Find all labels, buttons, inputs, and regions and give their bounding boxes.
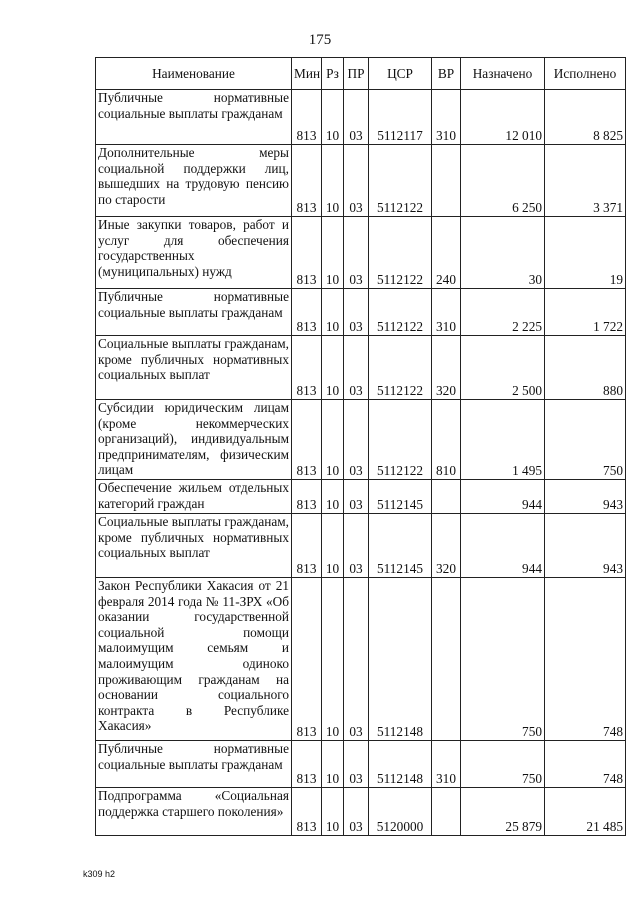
cell-min: 813: [292, 514, 322, 578]
table-row: [96, 289, 626, 336]
cell-name: Социальные выплаты гражданам, кроме публичных нормативных социальных выплат: [96, 514, 292, 578]
cell-min: 813: [292, 336, 322, 400]
cell-name: Публичные нормативные социальные выплаты гражданам: [96, 289, 292, 336]
header-pr: ПР: [344, 58, 369, 90]
cell-min: 813: [292, 217, 322, 289]
cell-rz: 10: [322, 578, 344, 741]
cell-assigned: 2 500: [461, 336, 545, 400]
cell-rz: 10: [322, 145, 344, 217]
header-min: Мин: [292, 58, 322, 90]
cell-vr: 310: [432, 90, 461, 145]
cell-vr: 310: [432, 741, 461, 788]
cell-rz: 10: [322, 514, 344, 578]
cell-executed: 748: [545, 578, 626, 741]
cell-min: 813: [292, 741, 322, 788]
table-row: [96, 400, 626, 480]
cell-vr: 310: [432, 289, 461, 336]
cell-vr: [432, 788, 461, 836]
cell-min: 813: [292, 145, 322, 217]
cell-pr: 03: [344, 578, 369, 741]
cell-csr: 5112148: [369, 578, 432, 741]
cell-csr: 5112145: [369, 480, 432, 514]
cell-name: Субсидии юридическим лицам (кроме некоммерческих организаций), индивидуальным предпринимателям, физическим лицам: [96, 400, 292, 480]
table-body: [96, 90, 626, 836]
header-executed: Исполнено: [545, 58, 626, 90]
cell-vr: 320: [432, 336, 461, 400]
table-header-row: [96, 58, 626, 90]
cell-assigned: 2 225: [461, 289, 545, 336]
cell-assigned: 750: [461, 578, 545, 741]
cell-pr: 03: [344, 145, 369, 217]
cell-pr: 03: [344, 336, 369, 400]
cell-name: Обеспечение жильем отдельных категорий граждан: [96, 480, 292, 514]
cell-vr: 240: [432, 217, 461, 289]
cell-assigned: 1 495: [461, 400, 545, 480]
table-row: [96, 336, 626, 400]
cell-min: 813: [292, 289, 322, 336]
cell-csr: 5112122: [369, 145, 432, 217]
footer-code: k309 h2: [83, 869, 116, 879]
cell-min: 813: [292, 788, 322, 836]
cell-csr: 5112122: [369, 400, 432, 480]
cell-name: Иные закупки товаров, работ и услуг для обеспечения государственных (муниципальных) нужд: [96, 217, 292, 289]
cell-name: Дополнительные меры социальной поддержки лиц, вышедших на трудовую пенсию по старости: [96, 145, 292, 217]
table-row: [96, 145, 626, 217]
cell-name: Закон Республики Хакасия от 21 февраля 2014 года № 11-ЗРХ «Об оказании государственной социальной помощи малоимущим семьям и малоимущим одиноко проживающим гражданам на основании социального контракта в Республике Хакасия»: [96, 578, 292, 741]
cell-pr: 03: [344, 289, 369, 336]
cell-pr: 03: [344, 217, 369, 289]
table-row: [96, 480, 626, 514]
cell-csr: 5112122: [369, 289, 432, 336]
cell-vr: [432, 145, 461, 217]
cell-csr: 5120000: [369, 788, 432, 836]
cell-rz: 10: [322, 217, 344, 289]
header-csr: ЦСР: [369, 58, 432, 90]
table-row: [96, 741, 626, 788]
cell-name: Публичные нормативные социальные выплаты гражданам: [96, 741, 292, 788]
cell-executed: 943: [545, 514, 626, 578]
cell-assigned: 25 879: [461, 788, 545, 836]
cell-rz: 10: [322, 480, 344, 514]
cell-name: Подпрограмма «Социальная поддержка старшего поколения»: [96, 788, 292, 836]
cell-assigned: 944: [461, 514, 545, 578]
cell-vr: [432, 578, 461, 741]
cell-vr: [432, 480, 461, 514]
cell-assigned: 30: [461, 217, 545, 289]
table-row: [96, 217, 626, 289]
table-row: [96, 788, 626, 836]
cell-executed: 8 825: [545, 90, 626, 145]
cell-executed: 3 371: [545, 145, 626, 217]
header-rz: Рз: [322, 58, 344, 90]
cell-rz: 10: [322, 289, 344, 336]
cell-name: Публичные нормативные социальные выплаты гражданам: [96, 90, 292, 145]
cell-executed: 19: [545, 217, 626, 289]
cell-pr: 03: [344, 514, 369, 578]
cell-rz: 10: [322, 336, 344, 400]
budget-table: [95, 57, 626, 836]
cell-min: 813: [292, 578, 322, 741]
cell-executed: 943: [545, 480, 626, 514]
cell-vr: 810: [432, 400, 461, 480]
cell-rz: 10: [322, 400, 344, 480]
cell-min: 813: [292, 400, 322, 480]
cell-csr: 5112117: [369, 90, 432, 145]
header-vr: ВР: [432, 58, 461, 90]
cell-csr: 5112148: [369, 741, 432, 788]
cell-pr: 03: [344, 788, 369, 836]
header-name: Наименование: [96, 58, 292, 90]
page-number: 175: [308, 32, 332, 48]
cell-pr: 03: [344, 400, 369, 480]
cell-min: 813: [292, 90, 322, 145]
cell-executed: 1 722: [545, 289, 626, 336]
cell-assigned: 944: [461, 480, 545, 514]
cell-rz: 10: [322, 741, 344, 788]
cell-executed: 880: [545, 336, 626, 400]
cell-executed: 748: [545, 741, 626, 788]
cell-vr: 320: [432, 514, 461, 578]
cell-csr: 5112145: [369, 514, 432, 578]
cell-pr: 03: [344, 741, 369, 788]
cell-min: 813: [292, 480, 322, 514]
cell-executed: 750: [545, 400, 626, 480]
cell-executed: 21 485: [545, 788, 626, 836]
cell-assigned: 750: [461, 741, 545, 788]
table-row: [96, 578, 626, 741]
cell-pr: 03: [344, 90, 369, 145]
cell-csr: 5112122: [369, 217, 432, 289]
cell-pr: 03: [344, 480, 369, 514]
table-row: [96, 514, 626, 578]
cell-assigned: 12 010: [461, 90, 545, 145]
cell-rz: 10: [322, 90, 344, 145]
cell-csr: 5112122: [369, 336, 432, 400]
cell-name: Социальные выплаты гражданам, кроме публичных нормативных социальных выплат: [96, 336, 292, 400]
header-assigned: Назначено: [461, 58, 545, 90]
table-row: [96, 90, 626, 145]
cell-rz: 10: [322, 788, 344, 836]
cell-assigned: 6 250: [461, 145, 545, 217]
